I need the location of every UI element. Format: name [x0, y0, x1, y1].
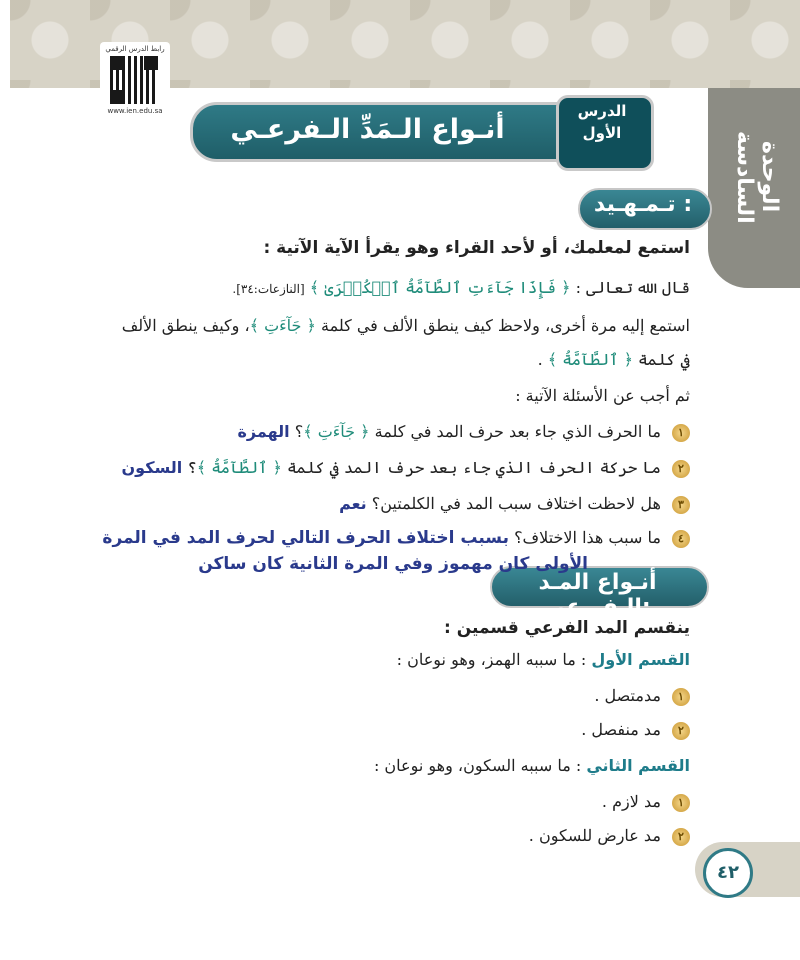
quote-verse: ﴿ فَإِذَا جَآءَتِ ٱلطَّآمَّةُ ٱلۡكُبۡرَىٰ ﴾	[309, 278, 571, 297]
question-1	[90, 422, 690, 442]
part2-item-2	[130, 826, 690, 846]
unit-title: الوحدة السادسة	[732, 130, 782, 224]
number-badge-icon: ١	[672, 424, 690, 442]
part2-item-1	[130, 792, 690, 812]
item-text: مدمتصل .	[594, 686, 661, 705]
page-title: أنـواع الـمَدِّ الـفرعـي	[230, 114, 505, 145]
division-text: ينقسم المد الفرعي قسمين :	[444, 618, 690, 638]
qr-code-icon[interactable]	[110, 56, 158, 104]
paragraph-line2	[80, 350, 690, 369]
number-badge-icon: ٣	[672, 496, 690, 514]
question-mark: ؟	[187, 458, 197, 477]
question-text: ما الحرف الذي جاء بعد حرف المد في كلمة	[374, 422, 661, 441]
item-text: مد منفصل .	[581, 720, 661, 739]
lesson-badge-line1: الدرس	[577, 102, 627, 120]
question-text: هل لاحظت اختلاف سبب المد في الكلمتين؟	[371, 494, 661, 513]
types-header: أنـواع المـد الـفـرعي:	[538, 570, 657, 620]
question-word: ﴿ جَآءَتِ ﴾	[303, 422, 370, 441]
number-badge-icon: ١	[672, 688, 690, 706]
para1-b: ، وكيف ينطق الألف	[121, 316, 250, 335]
qr-caption: رابط الدرس الرقمي	[105, 45, 165, 53]
number-badge-icon: ٢	[672, 828, 690, 846]
quote-prefix: قال الله تعالى :	[575, 278, 690, 297]
question-2	[80, 458, 690, 478]
answer-3: نعم	[339, 494, 367, 513]
part1-item-2	[130, 720, 690, 740]
intro-header: تـمـهـيد :	[593, 192, 693, 217]
question-word: ﴿ ٱلطَّآمَّةُ ﴾	[196, 458, 282, 477]
part1-item-1	[130, 686, 690, 706]
item-text: مد عارض للسكون .	[528, 826, 661, 845]
para2-word: ﴿ ٱلطَّآمَّةُ ﴾	[547, 350, 633, 369]
questions-intro: ثم أجب عن الأسئلة الآتية :	[515, 386, 690, 405]
answer-4-line2: الأولى كان مهموز وفي المرة الثانية كان ساكن	[198, 554, 588, 574]
instruction: استمع لمعلمك، أو لأحد القراء وهو يقرأ الآية الآتية :	[263, 238, 690, 258]
part2-line	[110, 756, 690, 775]
quote-line	[90, 278, 690, 297]
item-text: مد لازم .	[601, 792, 661, 811]
quote-ref: [النازعات:٣٤].	[232, 282, 305, 296]
answer-4: بسبب اختلاف الحرف التالي لحرف المد في المرة	[102, 528, 509, 548]
page-number: ٤٢	[703, 848, 753, 898]
question-mark: ؟	[294, 422, 304, 441]
para2-a: في كلمة	[638, 350, 690, 369]
part2-text: : ما سببه السكون، وهو نوعان :	[373, 756, 582, 775]
question-4	[60, 528, 690, 548]
lesson-badge-line2: الأول	[582, 124, 622, 142]
lesson-badge-text	[560, 100, 644, 144]
number-badge-icon: ١	[672, 794, 690, 812]
para1-word: ﴿ جَآءَتِ ﴾	[249, 316, 316, 335]
paragraph-line1	[80, 316, 690, 335]
number-badge-icon: ٤	[672, 530, 690, 548]
answer-1: الهمزة	[237, 422, 290, 441]
number-badge-icon: ٢	[672, 460, 690, 478]
qr-url[interactable]: www.ien.edu.sa	[107, 107, 163, 115]
answer-2: السكون	[121, 458, 183, 477]
question-3	[90, 494, 690, 514]
part1-text: : ما سببه الهمز، وهو نوعان :	[396, 650, 587, 669]
part1-line	[110, 650, 690, 669]
number-badge-icon: ٢	[672, 722, 690, 740]
para1-a: استمع إليه مرة أخرى، ولاحظ كيف ينطق الألف في كلمة	[321, 316, 690, 335]
part2-label: القسم الثاني	[586, 756, 690, 775]
part1-label: القسم الأول	[591, 650, 690, 669]
question-text: ما سبب هذا الاختلاف؟	[514, 528, 661, 547]
para2-b: .	[537, 350, 543, 369]
question-text: ما حركة الحرف الذي جاء بعد حرف المد في كلمة	[287, 458, 661, 477]
